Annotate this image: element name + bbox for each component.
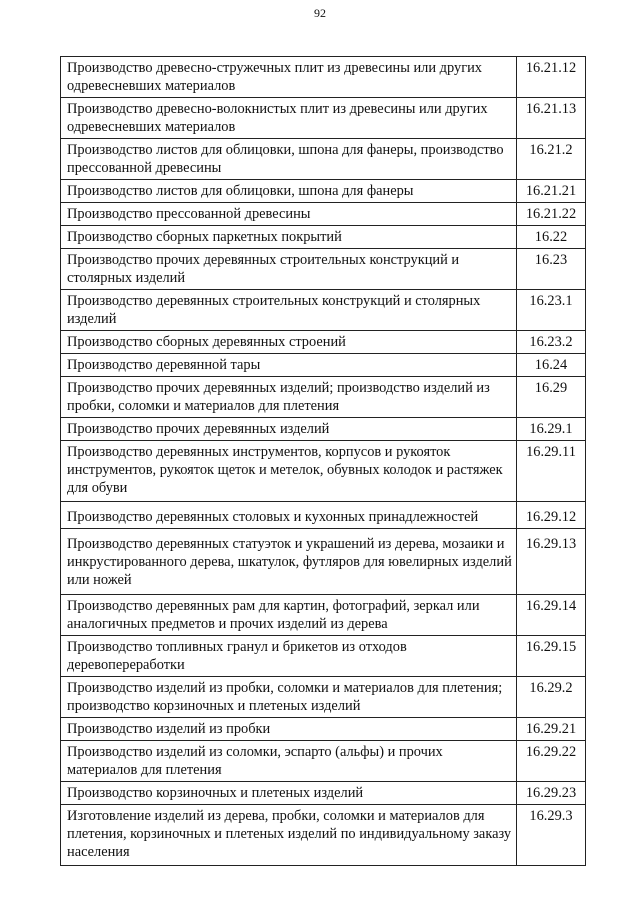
activity-name: Производство деревянных рам для картин, фотографий, зеркал или аналогичных предметов и прочих изделий из дерева bbox=[61, 595, 517, 636]
activity-code: 16.29.2 bbox=[517, 677, 586, 718]
activity-code: 16.23.1 bbox=[517, 290, 586, 331]
activity-code: 16.21.13 bbox=[517, 98, 586, 139]
activity-code: 16.29.22 bbox=[517, 741, 586, 782]
activity-code: 16.29.1 bbox=[517, 418, 586, 441]
activity-name: Производство изделий из соломки, эспарто (альфы) и прочих материалов для плетения bbox=[61, 741, 517, 782]
activity-code: 16.29.11 bbox=[517, 441, 586, 502]
table-row bbox=[61, 595, 586, 636]
table-row bbox=[61, 98, 586, 139]
activity-code: 16.29.14 bbox=[517, 595, 586, 636]
table-row bbox=[61, 290, 586, 331]
table-row bbox=[61, 636, 586, 677]
page-number: 92 bbox=[314, 6, 326, 20]
activity-name: Производство изделий из пробки, соломки и материалов для плетения; производство корзиночных и плетеных изделий bbox=[61, 677, 517, 718]
activity-name: Производство деревянных инструментов, корпусов и рукояток инструментов, рукояток щеток и метелок, обувных колодок и растяжек для обуви bbox=[61, 441, 517, 502]
activity-name: Производство сборных паркетных покрытий bbox=[61, 226, 517, 249]
activity-code: 16.23 bbox=[517, 249, 586, 290]
activity-code: 16.23.2 bbox=[517, 331, 586, 354]
activity-code: 16.29 bbox=[517, 377, 586, 418]
activity-code: 16.29.3 bbox=[517, 805, 586, 866]
activity-name: Производство деревянных статуэток и украшений из дерева, мозаики и инкрустированного дерева, шкатулок, футляров для ювелирных изделий или ножей bbox=[61, 529, 517, 595]
table-row bbox=[61, 57, 586, 98]
activity-name: Изготовление изделий из дерева, пробки, соломки и материалов для плетения, корзиночных и плетеных изделий по индивидуальному заказу населения bbox=[61, 805, 517, 866]
table-row bbox=[61, 203, 586, 226]
activity-name: Производство прочих деревянных изделий; производство изделий из пробки, соломки и материалов для плетения bbox=[61, 377, 517, 418]
activity-name: Производство топливных гранул и брикетов из отходов деревопереработки bbox=[61, 636, 517, 677]
table-row bbox=[61, 782, 586, 805]
activity-name: Производство древесно-волокнистых плит из древесины или других одревесневших материалов bbox=[61, 98, 517, 139]
table-row bbox=[61, 139, 586, 180]
table-row bbox=[61, 331, 586, 354]
activity-code: 16.22 bbox=[517, 226, 586, 249]
activity-code: 16.21.12 bbox=[517, 57, 586, 98]
activity-name: Производство древесно-стружечных плит из древесины или других одревесневших материалов bbox=[61, 57, 517, 98]
activity-name: Производство деревянных столовых и кухонных принадлежностей bbox=[61, 502, 517, 529]
activity-code: 16.21.22 bbox=[517, 203, 586, 226]
activity-code: 16.29.21 bbox=[517, 718, 586, 741]
table-row bbox=[61, 441, 586, 502]
table-row bbox=[61, 502, 586, 529]
table-row bbox=[61, 741, 586, 782]
table-row bbox=[61, 805, 586, 866]
activity-code: 16.29.12 bbox=[517, 502, 586, 529]
activity-code: 16.24 bbox=[517, 354, 586, 377]
activity-name: Производство листов для облицовки, шпона для фанеры, производство прессованной древесины bbox=[61, 139, 517, 180]
table-row bbox=[61, 354, 586, 377]
table-row bbox=[61, 377, 586, 418]
activity-name: Производство деревянных строительных конструкций и столярных изделий bbox=[61, 290, 517, 331]
activity-name: Производство прессованной древесины bbox=[61, 203, 517, 226]
activity-code: 16.21.2 bbox=[517, 139, 586, 180]
activity-code: 16.29.23 bbox=[517, 782, 586, 805]
activity-name: Производство прочих деревянных строительных конструкций и столярных изделий bbox=[61, 249, 517, 290]
activity-name: Производство деревянной тары bbox=[61, 354, 517, 377]
activity-name: Производство листов для облицовки, шпона для фанеры bbox=[61, 180, 517, 203]
table-row bbox=[61, 249, 586, 290]
table-row bbox=[61, 418, 586, 441]
table-row bbox=[61, 718, 586, 741]
activity-code: 16.29.15 bbox=[517, 636, 586, 677]
activity-name: Производство сборных деревянных строений bbox=[61, 331, 517, 354]
activity-code: 16.21.21 bbox=[517, 180, 586, 203]
activity-codes-table bbox=[60, 56, 586, 866]
activity-name: Производство корзиночных и плетеных изделий bbox=[61, 782, 517, 805]
table-row bbox=[61, 529, 586, 595]
table-row bbox=[61, 180, 586, 203]
activity-name: Производство изделий из пробки bbox=[61, 718, 517, 741]
table-row bbox=[61, 677, 586, 718]
activity-name: Производство прочих деревянных изделий bbox=[61, 418, 517, 441]
activity-code: 16.29.13 bbox=[517, 529, 586, 595]
table-row bbox=[61, 226, 586, 249]
